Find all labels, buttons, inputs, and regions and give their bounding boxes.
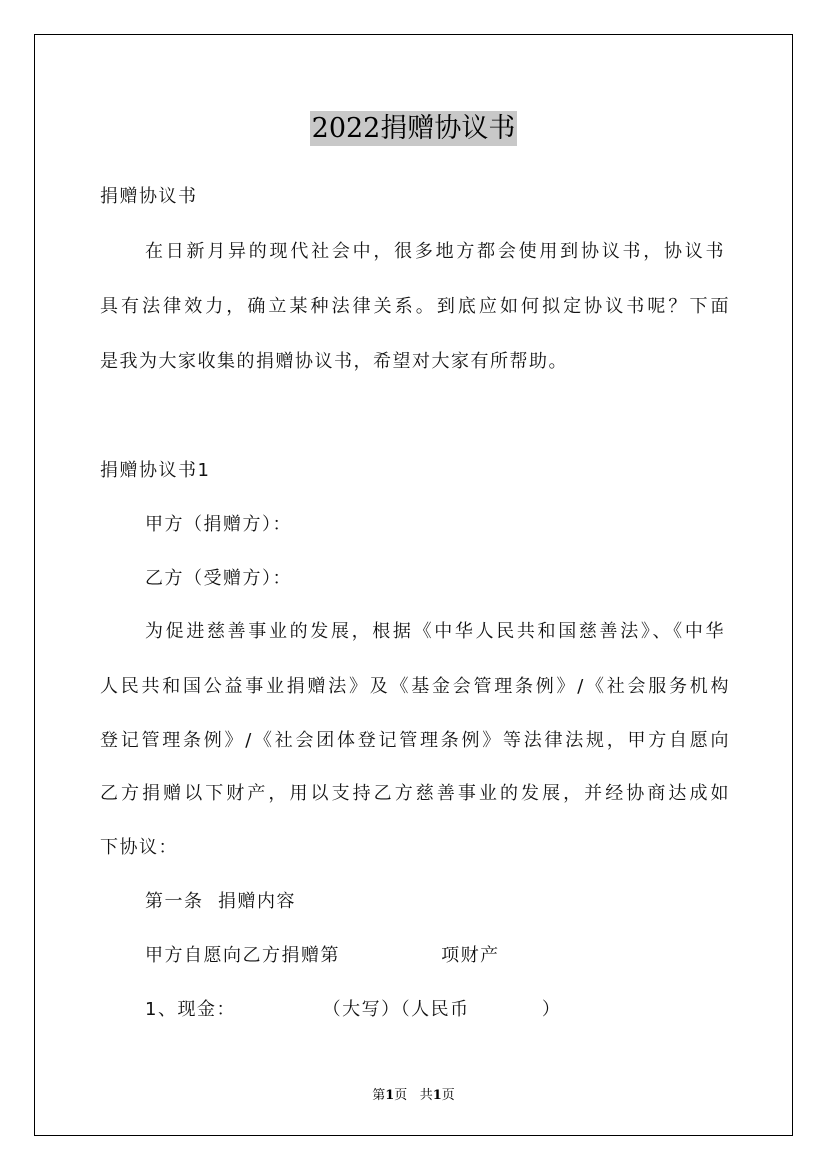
document-title: 2022捐赠协议书 (311, 113, 516, 144)
page-prefix: 第 (372, 1088, 386, 1103)
paragraph-line: 登记管理条例》/《社会团体登记管理条例》等法律法规，甲方自愿向 (100, 730, 730, 751)
donation-line: 甲方自愿向乙方捐赠第 项财产 (145, 945, 500, 966)
page-suffix: 页 (394, 1088, 408, 1103)
paragraph-line: 为促进慈善事业的发展，根据《中华人民共和国慈善法》、《中华 (145, 621, 725, 642)
paragraph-line: 下协议： (100, 837, 178, 858)
total-suffix: 页 (441, 1088, 455, 1103)
party-a-label: 甲方（捐赠方）： (145, 514, 292, 535)
total-prefix: 共 (419, 1088, 433, 1103)
paragraph-line: 是我为大家收集的捐赠协议书，希望对大家有所帮助。 (100, 351, 568, 372)
section-heading: 捐赠协议书 (100, 186, 198, 207)
paragraph-line: 具有法律效力，确立某种法律关系。到底应如何拟定协议书呢？下面 (100, 296, 730, 317)
total-pages: 1 (432, 1088, 442, 1103)
paragraph-line: 在日新月异的现代社会中，很多地方都会使用到协议书，协议书 (145, 241, 725, 262)
paragraph-line: 人民共和国公益事业捐赠法》及《基金会管理条例》/《社会服务机构 (100, 676, 730, 697)
paragraph-line: 乙方捐赠以下财产，用以支持乙方慈善事业的发展，并经协商达成如 (100, 783, 730, 804)
party-b-label: 乙方（受赠方）： (145, 568, 292, 589)
cash-line: 1、现金： （大写）（人民币 ） (145, 999, 562, 1020)
page-number: 1 (385, 1088, 395, 1103)
section-heading: 捐赠协议书1 (100, 460, 211, 481)
page-footer (0, 1084, 827, 1103)
article-heading: 第一条 捐赠内容 (145, 891, 296, 912)
